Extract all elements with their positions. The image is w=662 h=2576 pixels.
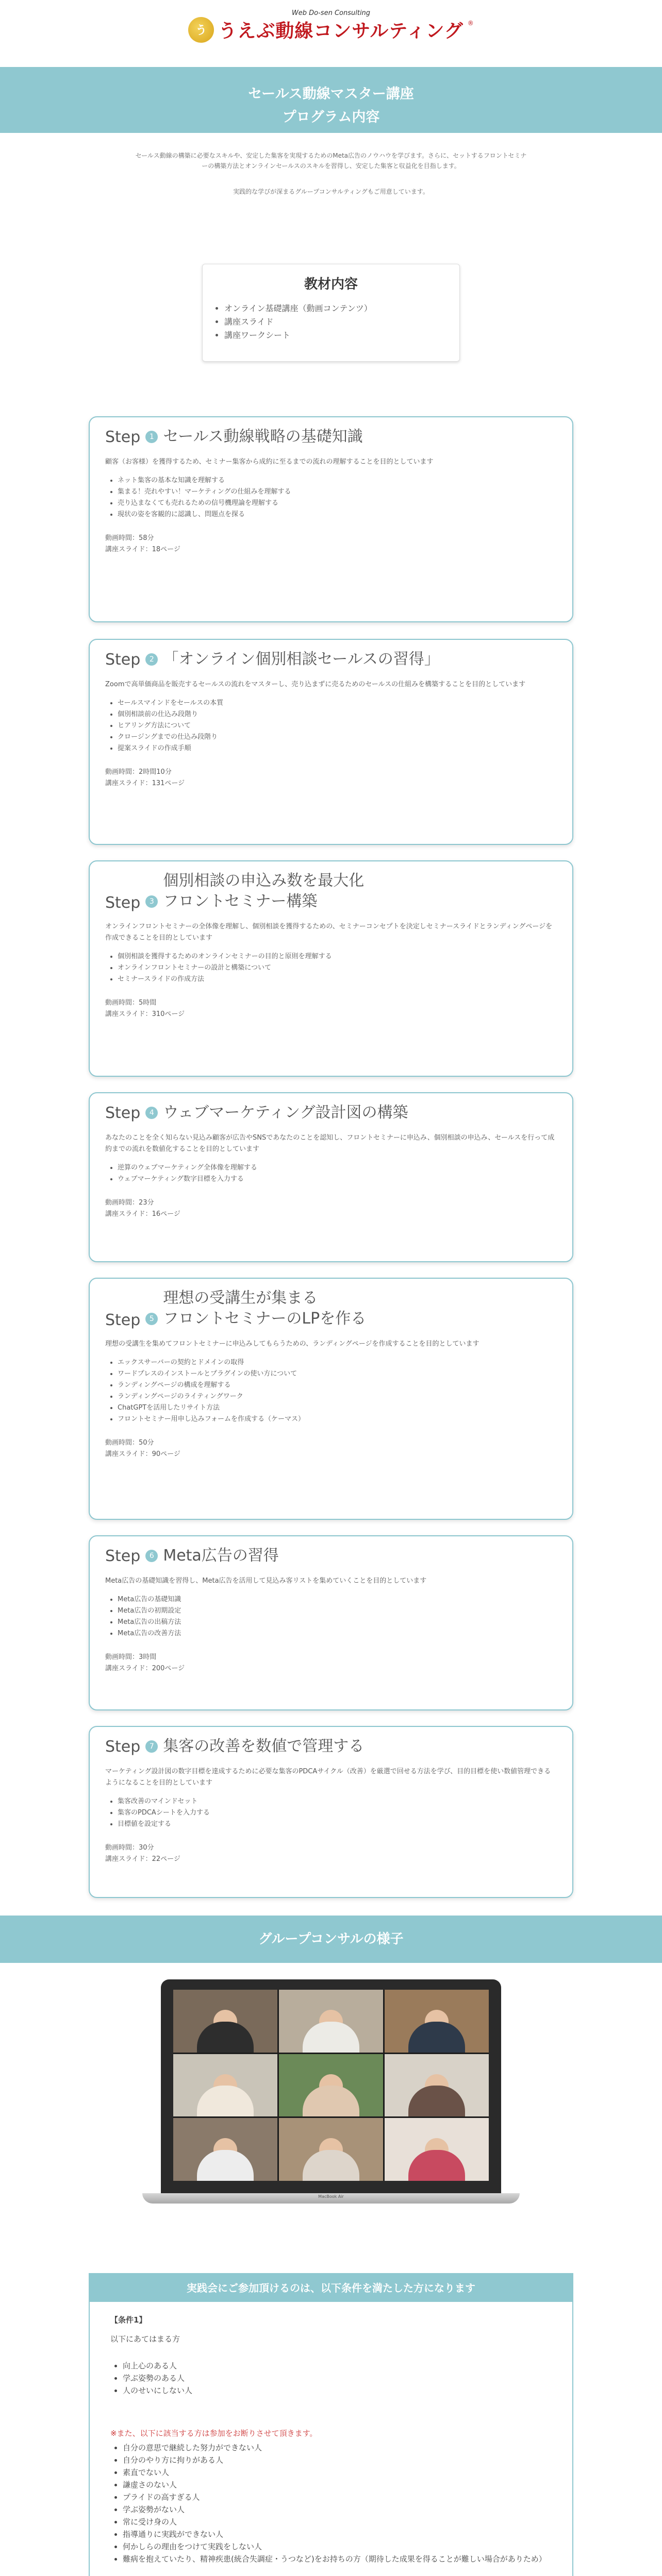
step-description: Meta広告の基礎知識を習得し、Meta広告を活用して見込み客リストを集めていくことを目的としています <box>105 1577 427 1585</box>
step-slides: 講座スライド：22ページ <box>105 1855 180 1863</box>
step-title <box>163 871 364 912</box>
ng-item: • 謙虚さのない人 <box>123 2479 552 2491</box>
step-duration: 動画時間：50分 <box>105 1439 154 1447</box>
condition-label: 【条件1】 <box>110 2315 147 2325</box>
step-bullet: • Meta広告の初期設定 <box>118 1605 557 1617</box>
step-description: 理想の受講生を集めてフロントセミナーに申込みしてもらうための、ランディングページを作成することを目的としています <box>105 1340 479 1348</box>
step-bullet: • 提案スライドの作成手順 <box>118 743 557 754</box>
logo[interactable] <box>0 16 662 43</box>
step-description: 顧客（お客様）を獲得するため、セミナー集客から成約に至るまでの流れの理解することを目的としています <box>105 458 434 466</box>
step-bullets <box>105 1796 557 1830</box>
condition-lead: 以下にあてはまる方 <box>110 2334 180 2344</box>
step-duration: 動画時間：30分 <box>105 1844 154 1852</box>
ng-item: • 何かしらの理由をつけて実践をしない人 <box>123 2540 552 2553</box>
video-call-grid <box>173 1990 489 2181</box>
step-number-badge: 1 <box>145 431 158 443</box>
intro-paragraph: セールス動線の構築に必要なスキルや、安定した集客を実現するためのMeta広告のノウハウを学びます。さらに、セットするフロントセミナーの構築方法とオンラインセールスのスキルを習得し、安定した集客と収益化を目指します。 <box>135 152 527 170</box>
step-label: Step <box>105 1737 141 1756</box>
step-bullet: • クロージングまでの仕込み段階り <box>118 732 557 743</box>
ng-item: • プライドの高すぎる人 <box>123 2491 552 2503</box>
step-label: Step <box>105 428 141 446</box>
laptop-brand: MacBook Air <box>318 2194 344 2199</box>
step-duration: 動画時間：2時間10分 <box>105 768 172 776</box>
ng-item: • 指導通りに実践ができない人 <box>123 2528 552 2540</box>
conditions-box <box>89 2273 573 2576</box>
participant-tile <box>279 2118 383 2181</box>
step-bullet: • 集客改善のマインドセット <box>118 1796 557 1807</box>
ng-item: • 自分の意思で継続した努力ができない人 <box>123 2442 552 2454</box>
step-bullet: • ランディングページの構成を理解する <box>118 1380 557 1391</box>
ok-item: • 人のせいにしない人 <box>123 2384 552 2397</box>
step-title: Meta広告の習得 <box>163 1547 279 1565</box>
step-title: セールス動線戦略の基礎知識 <box>163 428 363 446</box>
step-bullets <box>105 698 557 754</box>
step-title: 集客の改善を数値で管理する <box>163 1737 365 1755</box>
ng-item: • 常に受け身の人 <box>123 2516 552 2528</box>
participant-tile <box>173 1990 277 2053</box>
step-heading <box>105 1103 557 1123</box>
participant-tile <box>385 2118 489 2181</box>
step-bullet: • 目標値を設定する <box>118 1819 557 1830</box>
ng-item: • 学ぶ姿勢がない人 <box>123 2503 552 2516</box>
step-heading <box>105 1736 557 1757</box>
ok-item: • 向上心のある人 <box>123 2360 552 2372</box>
materials-item: • 講座ワークシート <box>224 329 446 342</box>
step-label: Step <box>105 1311 141 1329</box>
step-description: Zoomで高単価商品を販売するセールスの流れをマスターし、売り込まずに売るためのセールスの仕組みを構築することを目的としています <box>105 681 526 688</box>
step-bullet: • 集客のPDCAシートを入力する <box>118 1807 557 1819</box>
logo-text: うえぶ動線コンサルティング <box>218 21 464 42</box>
step-title: ウェブマーケティング設計図の構築 <box>163 1104 408 1122</box>
step-label: Step <box>105 894 141 912</box>
step-duration: 動画時間：3時間 <box>105 1653 157 1661</box>
step-bullet: • ヒアリング方法について <box>118 720 557 732</box>
ng-item: • 素直でない人 <box>123 2466 552 2479</box>
step-slides: 講座スライド：200ページ <box>105 1665 185 1672</box>
step-description: あなたのことを全く知らない見込み顧客が広告やSNSであなたのことを認知し、フロントセミナーに申込み、個別相談の申込み、セールスを行って成約までの流れを数値化することを目的としています <box>105 1134 555 1153</box>
step-card-2 <box>89 639 573 845</box>
step-title-line: 個別相談の申込み数を最大化 <box>163 872 365 890</box>
materials-item: • 講座スライド <box>224 315 446 329</box>
step-duration: 動画時間：58分 <box>105 534 154 542</box>
step-bullet: • ネット集客の基本な知識を理解する <box>118 475 557 486</box>
step-card-3 <box>89 860 573 1077</box>
conditions-body <box>90 2302 572 2576</box>
step-card-1 <box>89 416 573 622</box>
step-number-badge: 4 <box>145 1107 158 1119</box>
ng-item: • 難病を抱えていたり、精神疾患(統合失調症・うつなど)をお持ちの方（期待した成果を得ることが難しい場合がありため） <box>123 2553 552 2565</box>
step-title-line: フロントセミナーのLPを作る <box>163 1310 367 1328</box>
step-bullet: • オンラインフロントセミナーの設計と構築について <box>118 962 557 974</box>
refusal-note: ※また、以下に該当する方は参加をお断りさせて頂きます。 <box>110 2429 318 2438</box>
step-duration: 動画時間：23分 <box>105 1199 154 1207</box>
participant-tile <box>173 2118 277 2181</box>
ng-item: • 自分のやり方に拘りがある人 <box>123 2454 552 2466</box>
step-title-line: フロントセミナー構築 <box>163 892 318 910</box>
materials-title: 教材内容 <box>304 277 358 292</box>
step-card-4 <box>89 1092 573 1262</box>
step-heading <box>105 649 557 670</box>
step-title-line: 理想の受講生が集まる <box>163 1289 318 1307</box>
participant-tile <box>279 1990 383 2053</box>
registered-mark: ® <box>467 20 474 27</box>
participant-tile <box>279 2054 383 2117</box>
materials-list <box>216 302 446 342</box>
participant-tile <box>385 2054 489 2117</box>
intro-paragraph: 実践的な学びが深まるグループコンサルティングもご用意しています。 <box>233 188 429 195</box>
step-slides: 講座スライド：310ページ <box>105 1010 185 1018</box>
step-card-7 <box>89 1726 573 1898</box>
materials-card <box>202 264 460 362</box>
step-heading <box>105 871 557 912</box>
step-title: 「オンライン個別相談セールスの習得」 <box>163 650 440 668</box>
hero-title: セールス動線マスター講座 <box>248 86 414 102</box>
site-header <box>0 0 662 67</box>
step-bullet: • 個別相談前の仕込み段階り <box>118 709 557 720</box>
step-bullet: • ワードプレスのインストールとプラグインの使い方について <box>118 1368 557 1380</box>
step-number-badge: 6 <box>145 1550 158 1562</box>
step-label: Step <box>105 650 141 669</box>
step-heading <box>105 1546 557 1566</box>
ng-list <box>110 2442 552 2565</box>
step-bullet: • セールスマインドをセールスの本質 <box>118 698 557 709</box>
step-bullet: • ウェブマーケティング数字目標を入力する <box>118 1174 557 1185</box>
step-bullet: • ChatGPTを活用したリサイト方法 <box>118 1402 557 1414</box>
step-card-6 <box>89 1535 573 1710</box>
group-consult-banner: グループコンサルの様子 <box>0 1916 662 1963</box>
logo-subtitle: Web Do-sen Consulting <box>291 9 371 17</box>
step-card-5 <box>89 1278 573 1520</box>
step-number-badge: 7 <box>145 1740 158 1753</box>
step-bullets <box>105 475 557 520</box>
step-slides: 講座スライド：90ページ <box>105 1450 180 1458</box>
step-label: Step <box>105 1104 141 1122</box>
step-bullets <box>105 1357 557 1425</box>
step-bullet: • 集まる！売れやすい！マーケティングの仕組みを理解する <box>118 486 557 498</box>
step-bullet: • 売り込まなくても売れるための信号機理論を理解する <box>118 498 557 509</box>
step-bullet: • セミナースライドの作成方法 <box>118 974 557 985</box>
step-bullet: • エックスサーバーの契約とドメインの取得 <box>118 1357 557 1368</box>
step-heading <box>105 1288 557 1329</box>
laptop-screen <box>161 1979 501 2193</box>
step-bullets <box>105 951 557 985</box>
participant-tile <box>385 1990 489 2053</box>
step-heading <box>105 427 557 447</box>
participant-tile <box>173 2054 277 2117</box>
step-title <box>163 1288 366 1329</box>
conditions-header: 実践会にご参加頂けるのは、以下条件を満たした方になります <box>90 2274 572 2302</box>
step-number-badge: 5 <box>145 1313 158 1325</box>
step-bullet: • Meta広告の基礎知識 <box>118 1594 557 1605</box>
step-bullet: • 現状の姿を客観的に認識し、問題点を探る <box>118 509 557 520</box>
step-slides: 講座スライド：131ページ <box>105 779 185 787</box>
logo-mark-icon: う <box>188 17 214 43</box>
step-bullet: • フロントセミナー用申し込みフォームを作成する（ケーマス） <box>118 1414 557 1425</box>
hero-banner <box>0 67 662 133</box>
step-slides: 講座スライド：16ページ <box>105 1210 180 1218</box>
step-duration: 動画時間：5時間 <box>105 999 157 1007</box>
step-bullet: • Meta広告の改善方法 <box>118 1628 557 1639</box>
ok-item: • 学ぶ姿勢のある人 <box>123 2372 552 2384</box>
step-description: マーケティング設計図の数字目標を達成するために必要な集客のPDCAサイクル（改善）を厳選で回せる方法を学び、目的目標を使い数値管理できるようになることを目的としています <box>105 1768 551 1787</box>
hero-subtitle: プログラム内容 <box>282 109 380 125</box>
intro-text <box>134 150 528 197</box>
step-bullets <box>105 1594 557 1639</box>
step-number-badge: 2 <box>145 653 158 666</box>
materials-item: • オンライン基礎講座（動画コンテンツ） <box>224 302 446 315</box>
step-slides: 講座スライド：18ページ <box>105 546 180 553</box>
step-bullet: • 逆算のウェブマーケティング全体像を理解する <box>118 1162 557 1174</box>
ok-list <box>110 2360 552 2397</box>
step-bullet: • 個別相談を獲得するためのオンラインセミナーの目的と原則を理解する <box>118 951 557 962</box>
step-description: オンラインフロントセミナーの全体像を理解し、個別相談を獲得するための、セミナーコンセプトを決定しセミナースライドとランディングページを作成できることを目的としています <box>105 923 553 942</box>
laptop-base <box>142 2193 520 2204</box>
step-label: Step <box>105 1547 141 1565</box>
step-number-badge: 3 <box>145 895 158 908</box>
step-bullet: • Meta広告の出稿方法 <box>118 1617 557 1628</box>
step-bullets <box>105 1162 557 1185</box>
step-bullet: • ランディングページのライティングワーク <box>118 1391 557 1402</box>
zoom-screenshot-laptop <box>161 1979 501 2206</box>
